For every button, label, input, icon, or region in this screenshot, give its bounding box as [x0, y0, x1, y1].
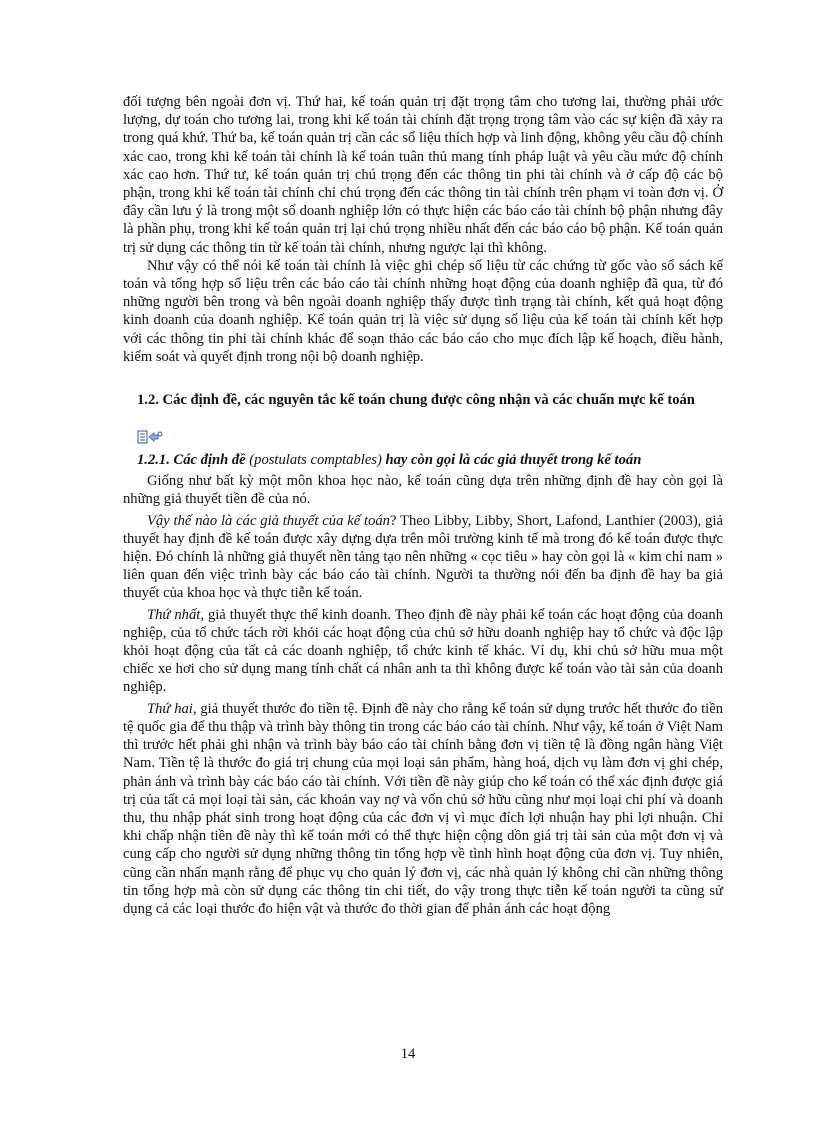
- page-body: [123, 93, 723, 918]
- subsection-term: (postulats comptables): [249, 452, 382, 469]
- subsection-heading: [123, 451, 723, 469]
- subsection-tail: hay còn gọi là các giả thuyết trong kế toán: [381, 452, 642, 469]
- paragraph-2: Như vậy có thể nói kế toán tài chính là việc ghi chép số liệu từ các chứng từ gốc vào sổ sách kế toán và tổng hợp số liệu trên các báo cáo tài chính những hoạt động của doanh nghiệp đã qua, từ đó những người bên trong và bên ngoài doanh nghiệp thấy được tình trạng tài chính, kết quả hoạt động kinh doanh của doanh nghiệp. Kế toán quản trị là việc sử dụng số liệu của kế toán tài chính kết hợp với các thông tin phi tài chính khác để soạn thảo các báo cáo cho mục đích lập kế hoạch, điều hành, kiểm soát và quyết định trong nội bộ doanh nghiệp.: [123, 257, 723, 365]
- section-heading: 1.2. Các định đề, các nguyên tắc kế toán chung được công nhận và các chuẩn mực kế toán: [137, 392, 695, 409]
- paragraph-5-lead: Thứ nhất: [147, 606, 201, 623]
- paragraph-5-text: , giả thuyết thực thể kinh doanh. Theo định đề này phải kế toán các hoạt động của doanh nghiệp, của tổ chức tách rời khỏi các hoạt động của chủ sở hữu doanh nghiệp hay tổ chức và độc lập khỏi hoạt động của tất cả các doanh nghiệp, tổ chức kinh tế khác. Ví dụ, khi chủ sở hữu mua một chiếc xe hơi cho sử dụng mang tính chất cá nhân anh ta thì không được kế toán vào tài sản của doanh nghiệp.: [123, 606, 724, 696]
- paragraph-4: [123, 512, 723, 603]
- paragraph-6-lead: Thứ hai: [147, 700, 193, 717]
- subsection-number-title: 1.2.1. Các định đề: [137, 452, 250, 469]
- paragraph-3: Giống như bất kỳ một môn khoa học nào, kế toán cũng dựa trên những định đề hay còn gọi là những giả thuyết tiền đề của nó.: [123, 473, 723, 508]
- nav-icon-row: [123, 430, 723, 446]
- paragraph-6: [123, 700, 723, 918]
- document-link-icon[interactable]: [137, 430, 163, 444]
- page-number: 14: [400, 1046, 416, 1062]
- paragraph-5: [123, 606, 723, 697]
- paragraph-4-lead: Vậy thế nào là các giả thuyết của kế toán: [147, 512, 390, 529]
- paragraph-4-text: ? Theo Libby, Libby, Short, Lafond, Lanthier (2003), giả thuyết hay định đề kế toán được xây dựng dựa trên môi trường kinh tế mà trong đó kế toán được thực hiện. Đó chính là những giả thuyết nền tảng tạo nên những « cọc tiêu » hay còn gọi là « kim chỉ nam » liên quan đến việc trình bày các báo cáo tài chính. Người ta thường nói đến ba định đề hay ba giả thuyết của khoa học và thực tiễn kế toán.: [123, 512, 724, 602]
- paragraph-6-text: , giả thuyết thước đo tiền tệ. Định đề này cho rằng kế toán sử dụng trước hết thước đo tiền tệ quốc gia để thu thập và trình bày thông tin trong các báo cáo tài chính. Như vậy, kế toán ở Việt Nam thì trước hết phải ghi nhận và trình bày báo cáo tài chính bằng đơn vị tiền tệ là đồng ngân hàng Việt Nam. Tiền tệ là thước đo giá trị chung của mọi loại sản phẩm, hàng hoá, dịch vụ làm đơn vị ghi chép, phản ánh và trình bày các báo cáo tài chính. Với tiền đề này giúp cho kế toán có thể xác định được giá trị của tất cả mọi loại tài sản, các khoản vay nợ và vốn chủ sở hữu cũng như mọi loại chi phí và doanh thu, thu nhập phát sinh trong hoạt động của các đơn vị vì mục đích lợi nhuận hay phi lợi nhuận. Chỉ khi chấp nhận tiền đề này thì kế toán mới có thể thực hiện cộng dồn giá trị tài sản của một đơn vị và cung cấp cho người sử dụng những thông tin tổng hợp về tình hình hoạt động của đơn vị. Tuy nhiên, cũng cần nhấn mạnh rằng để phục vụ cho quản lý đơn vị, các nhà quản lý không chỉ cần những thông tin tổng hợp mà còn sử dụng các thông tin chi tiết, do vậy trong thực tiễn kế toán người ta cũng sử dụng cả các loại thước đo hiện vật và thước đo thời gian để phản ánh các hoạt động: [123, 700, 724, 917]
- paragraph-1: đối tượng bên ngoài đơn vị. Thứ hai, kế toán quản trị đặt trọng tâm cho tương lai, thường phải ước lượng, dự toán cho tương lai, trong khi kế toán tài chính đặt trọng trọng tâm vào các sự kiện đã xảy ra trong quá khứ. Thứ ba, kế toán quản trị cần các số liệu thích hợp và linh động, không yêu cầu độ chính xác cao, trong khi kế toán tài chính là kế toán tuân thủ mang tính pháp luật và yêu cầu mức độ chính xác cao hơn. Thứ tư, kế toán quản trị chú trọng đến các thông tin phi tài chính và ở cấp độ các bộ phận, trong khi kế toán tài chính chỉ chú trọng đến các thông tin tài chính trên phạm vi toàn đơn vị. Ở đây cần lưu ý là trong một số doanh nghiệp lớn có thực hiện các báo cáo tài chính bộ phận nhưng đây là phần phụ, trong khi kế toán quản trị lại chú trọng nhiều nhất đến các báo cáo bộ phận. Kế toán quản trị sử dụng các thông tin từ kế toán tài chính, nhưng ngược lại thì không.: [123, 94, 723, 256]
